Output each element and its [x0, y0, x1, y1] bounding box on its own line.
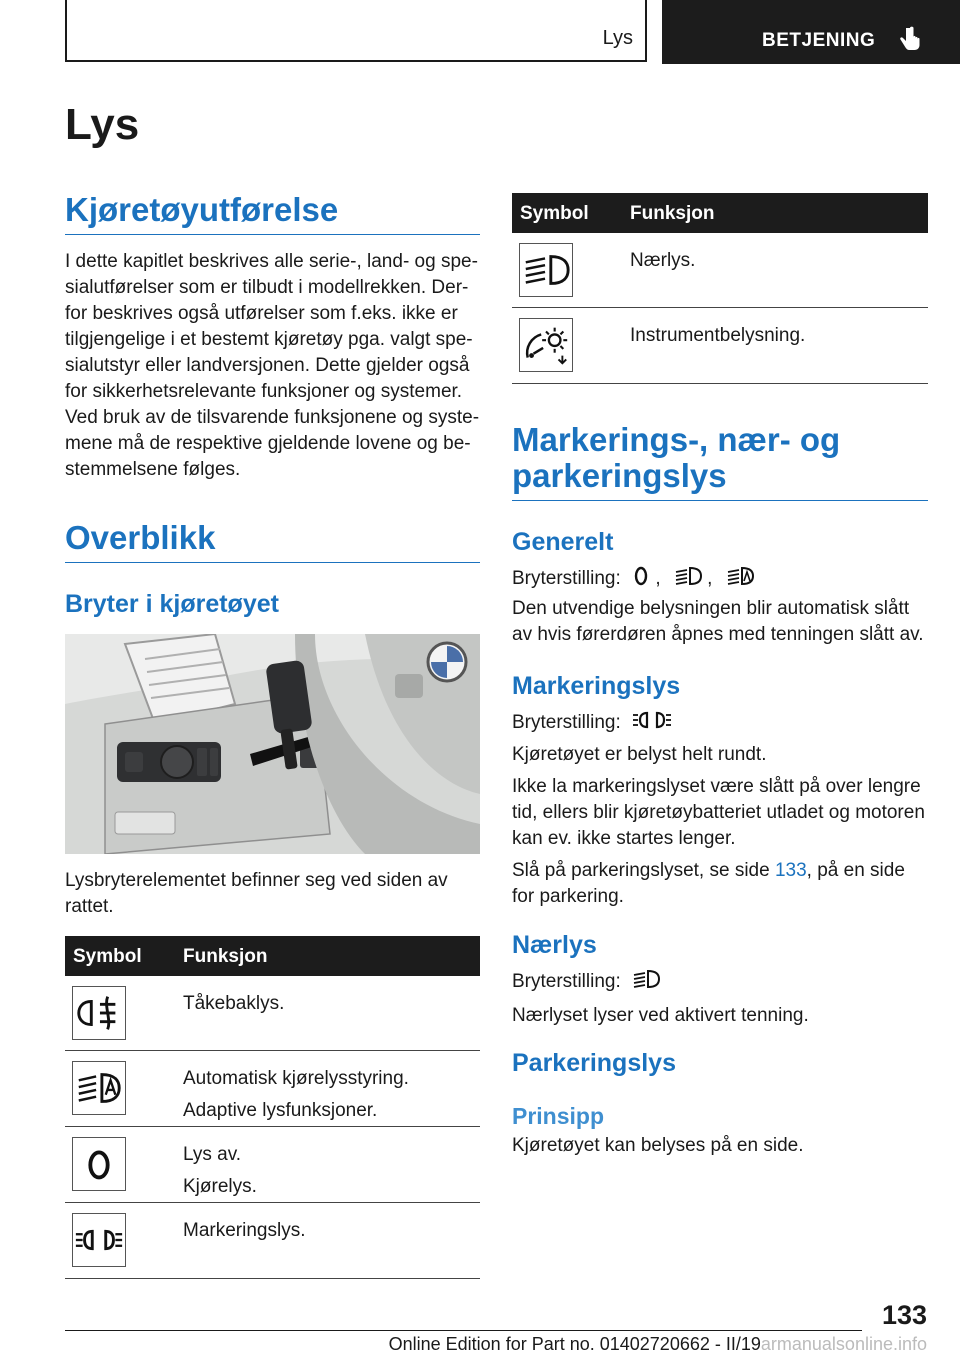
- design-line-7: Ved bruk av de tilsvarende funksjonene og syste-: [65, 407, 480, 428]
- table-row: [512, 308, 928, 384]
- side-switch-position: Bryterstilling:: [512, 708, 928, 736]
- function-text: Markeringslys.: [183, 1220, 306, 1241]
- heading-overview: Overblikk: [65, 520, 480, 563]
- heading-general: Generelt: [512, 528, 614, 556]
- dashboard-illustration: [65, 634, 480, 854]
- design-line-2: sialutførelser som er tilbudt i modellrekken. Der-: [65, 277, 469, 298]
- low-beam-icon: [519, 243, 573, 297]
- side-text-2-line-1: Ikke la markeringslyset være slått på over lengre: [512, 776, 921, 797]
- heading-vehicle-design: Kjøretøyutførelse: [65, 192, 480, 235]
- table-row: [512, 233, 928, 308]
- heading-switch-in-vehicle: Bryter i kjøretøyet: [65, 590, 279, 618]
- low-beam-icon: [632, 967, 660, 991]
- design-line-3: for beskrives også utførelser som f.eks. ikke er: [65, 303, 458, 324]
- automatic-headlight-icon: [72, 1061, 126, 1115]
- lights-off-icon: [632, 564, 650, 588]
- low-text: Nærlyset lyser ved aktivert tenning.: [512, 1005, 809, 1026]
- photo-caption-line-2: rattet.: [65, 896, 114, 917]
- watermark: armanualsonline.info: [760, 1334, 927, 1354]
- general-text-line-1: Den utvendige belysningen blir automatisk slått: [512, 598, 910, 619]
- side-text-3-line-2: for parkering.: [512, 886, 624, 907]
- side-text-1: Kjøretøyet er belyst helt rundt.: [512, 744, 767, 765]
- rear-fog-light-icon: [72, 986, 126, 1040]
- table-header: [512, 193, 928, 233]
- low-switch-position: Bryterstilling:: [512, 967, 928, 995]
- function-text: Nærlys.: [630, 250, 696, 271]
- function-text: Instrumentbelysning.: [630, 325, 806, 346]
- header-section-box: [65, 0, 647, 62]
- function-text: Automatisk kjørelysstyring. Adaptive lysfunksjoner.: [183, 1068, 409, 1121]
- instrument-lighting-icon: [519, 318, 573, 372]
- page-number: 133: [881, 1300, 927, 1330]
- table-row: [65, 1051, 480, 1127]
- low-beam-icon: [674, 564, 702, 588]
- function-text: Lys av. Kjørelys.: [183, 1144, 257, 1197]
- header-section-label: Lys: [602, 27, 633, 49]
- design-line-4: tilgjengelige i et bestemt kjøretøy pga. valgt spe-: [65, 329, 473, 350]
- table-row: [65, 976, 480, 1051]
- design-line-5: sialutstyr eller landversjonen. Dette gjelder også: [65, 355, 470, 376]
- left-symbol-table: [65, 936, 480, 1279]
- heading-parking-lights: Parkeringslys: [512, 1049, 676, 1077]
- general-switch-position: Bryterstilling: , ,: [512, 564, 928, 592]
- table-row: [65, 1203, 480, 1279]
- heading-principle: Prinsipp: [512, 1103, 605, 1129]
- function-text: Tåkebaklys.: [183, 993, 285, 1014]
- side-lights-icon: [632, 708, 672, 732]
- automatic-headlight-icon: [726, 564, 754, 588]
- principle-text: Kjøretøyet kan belyses på en side.: [512, 1135, 804, 1156]
- design-line-9: stemmelsene følges.: [65, 459, 241, 480]
- col-function: Funksjon: [183, 946, 268, 967]
- design-line-6: for sikkerhetsrelevante funksjoner og systemer.: [65, 381, 463, 402]
- header-chapter-box: [662, 0, 960, 64]
- table-row: [65, 1127, 480, 1203]
- right-symbol-table: [512, 193, 928, 384]
- side-lights-icon: [72, 1213, 126, 1267]
- design-line-8: mene må de respektive gjeldende lovene og be-: [65, 433, 471, 454]
- pointing-hand-icon: [898, 26, 922, 54]
- heading-low-beam: Nærlys: [512, 931, 597, 959]
- light-switch-photo: [65, 634, 480, 854]
- footer-divider: [65, 1330, 862, 1331]
- table-header: [65, 936, 480, 976]
- side-text-3-line-1: Slå på parkeringslyset, se side 133, på en side: [512, 860, 905, 881]
- photo-caption-line-1: Lysbryterelementet befinner seg ved siden av: [65, 870, 448, 891]
- side-text-2-line-2: tid, ellers blir kjøretøybatteriet utladet og motoren: [512, 802, 925, 823]
- header-chapter-label: BETJENING: [762, 30, 876, 51]
- page-title: Lys: [65, 100, 140, 149]
- col-function: Funksjon: [630, 203, 715, 224]
- side-text-2-line-3: kan ev. ikke startes lenger.: [512, 828, 736, 849]
- general-text-line-2: av hvis førerdøren åpnes med tenningen slått av.: [512, 624, 924, 645]
- col-symbol: Symbol: [520, 203, 589, 224]
- col-symbol: Symbol: [73, 946, 142, 967]
- lights-off-icon: [72, 1137, 126, 1191]
- heading-side-lights: Markeringslys: [512, 672, 681, 700]
- page-link[interactable]: 133: [774, 860, 807, 881]
- design-line-1: I dette kapitlet beskrives alle serie-, land- og spe-: [65, 251, 478, 272]
- heading-side-low-parking-lights: Markerings-, nær- og parkeringslys: [512, 422, 928, 501]
- footer-edition: Online Edition for Part no. 01402720662 - II/19armanualsonline.info: [388, 1334, 927, 1354]
